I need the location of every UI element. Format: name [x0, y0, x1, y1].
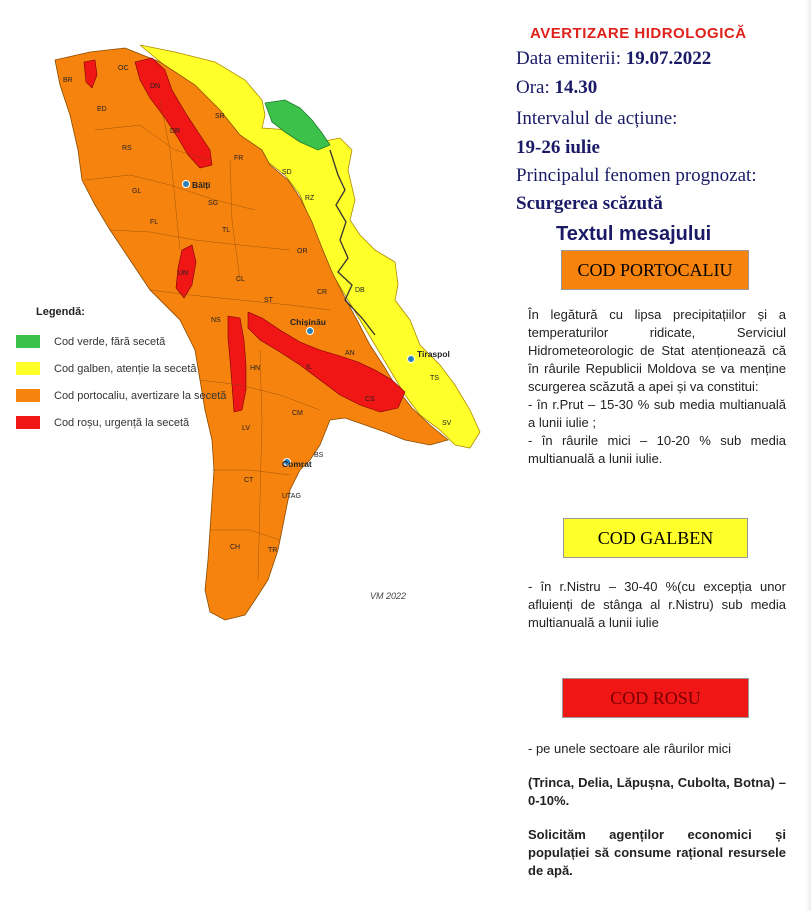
legend: [16, 306, 246, 436]
legend-item-red: [16, 409, 246, 436]
red-paragraph-3: Solicităm agenților economici și populației să consume rațional resursele de apă.: [528, 827, 786, 878]
label-sr: SR: [215, 113, 225, 120]
label-fl: FL: [150, 219, 159, 226]
label-rs: RS: [122, 145, 132, 152]
code-red-text: [528, 740, 786, 880]
label-sd: SD: [282, 169, 292, 176]
label-sv: SV: [442, 420, 452, 427]
chisinau-dot: [307, 328, 314, 335]
issue-time: Ora: 14.30: [516, 77, 598, 98]
legend-item-yellow: [16, 355, 246, 382]
interval-label: Intervalul de acțiune:: [516, 108, 678, 129]
label-cm: CM: [292, 410, 303, 417]
legend-title: Legendă:: [36, 306, 85, 318]
label-chisinau: Chișinău: [290, 317, 326, 327]
page-edge: [805, 0, 811, 911]
code-yellow-badge: [563, 518, 748, 558]
legend-swatch-orange: [16, 389, 40, 402]
label-dr: DR: [170, 128, 181, 135]
red-paragraph-2: (Trinca, Delia, Lăpușna, Cubolta, Botna) – 0-10%.: [528, 775, 786, 808]
interval-value: 19-26 iulie: [516, 137, 600, 158]
label-br: BR: [63, 77, 73, 84]
orange-paragraph-3: - în râurile mici – 10-20 % sub media multianuală a lunii iulie.: [528, 433, 786, 466]
legend-swatch-yellow: [16, 362, 40, 375]
label-cl: CL: [236, 276, 245, 283]
label-comrat: Comrat: [282, 459, 312, 469]
map-watermark: VM 2022: [370, 591, 407, 601]
yellow-paragraph-1: - în r.Nistru – 30-40 %(cu excepția unor afluienți de stânga al r.Nistru) sub media multianuală a lunii iulie: [528, 579, 786, 630]
code-orange-label: COD PORTOCALIU: [577, 259, 733, 280]
label-an: AN: [345, 350, 355, 357]
issue-date: Data emiterii: 19.07.2022: [516, 48, 712, 69]
orange-paragraph-1: În legătură cu lipsa precipitațiilor și a temperaturilor ridicate, Serviciul Hidrometeorologic de Stat atenționează că în râurile Republicii Moldova se va menține scurgerea scăzută a apei și va constitui:: [528, 307, 786, 394]
code-orange-badge: [561, 250, 749, 290]
label-il: IL: [306, 364, 312, 371]
label-cs: CS: [365, 396, 375, 403]
label-rz: RZ: [305, 195, 315, 202]
label-tiraspol: Tiraspol: [417, 349, 450, 359]
warning-title: AVERTIZARE HIDROLOGICĂ: [530, 25, 747, 42]
label-ns: NS: [211, 317, 221, 324]
phenomenon-value: Scurgerea scăzută: [516, 193, 663, 214]
code-red-badge: [562, 678, 749, 718]
label-bs: BS: [314, 452, 324, 459]
label-hn: HN: [250, 365, 261, 372]
legend-swatch-red: [16, 416, 40, 429]
label-lv: LV: [242, 425, 251, 432]
label-ed: ED: [97, 106, 107, 113]
legend-swatch-green: [16, 335, 40, 348]
label-sg: SG: [208, 200, 219, 207]
label-ch: CH: [230, 544, 241, 551]
label-ct: CT: [244, 477, 254, 484]
label-db: DB: [355, 287, 365, 294]
message-title: Textul mesajului: [556, 223, 712, 245]
code-yellow-label: COD GALBEN: [597, 527, 714, 548]
code-red-label: COD ROSU: [610, 687, 701, 708]
label-cr: CR: [317, 289, 328, 296]
balti-dot: [183, 181, 190, 188]
label-tl: TL: [222, 227, 231, 234]
orange-paragraph-2: - în r.Prut – 15-30 % sub media multianuală a lunii iulie ;: [528, 397, 786, 430]
label-oc: OC: [118, 65, 129, 72]
red-paragraph-1: - pe unele sectoare ale râurilor mici: [528, 741, 732, 756]
code-orange-text: [528, 306, 786, 468]
label-balti: Bălți: [192, 180, 211, 190]
phenomenon-label: Principalul fenomen prognozat:: [516, 165, 757, 186]
label-gl: GL: [132, 188, 142, 195]
tiraspol-dot: [408, 356, 415, 363]
legend-label-orange: Cod portocaliu, avertizare la secetă: [54, 389, 227, 402]
legend-label-green: Cod verde, fără secetă: [54, 335, 166, 348]
legend-label-yellow: Cod galben, atenție la secetă: [54, 362, 197, 375]
label-tr: TR: [268, 547, 278, 554]
legend-item-orange: [16, 382, 246, 409]
legend-label-red: Cod roșu, urgență la secetă: [54, 416, 190, 429]
label-or: OR: [297, 248, 308, 255]
label-utag: UTAG: [282, 493, 301, 500]
code-yellow-text: [528, 578, 786, 632]
label-fr: FR: [234, 155, 244, 162]
label-ts: TS: [430, 375, 439, 382]
label-st: ST: [264, 297, 273, 304]
label-dn: DN: [150, 83, 161, 90]
legend-item-green: [16, 328, 246, 355]
label-un: UN: [178, 270, 189, 277]
